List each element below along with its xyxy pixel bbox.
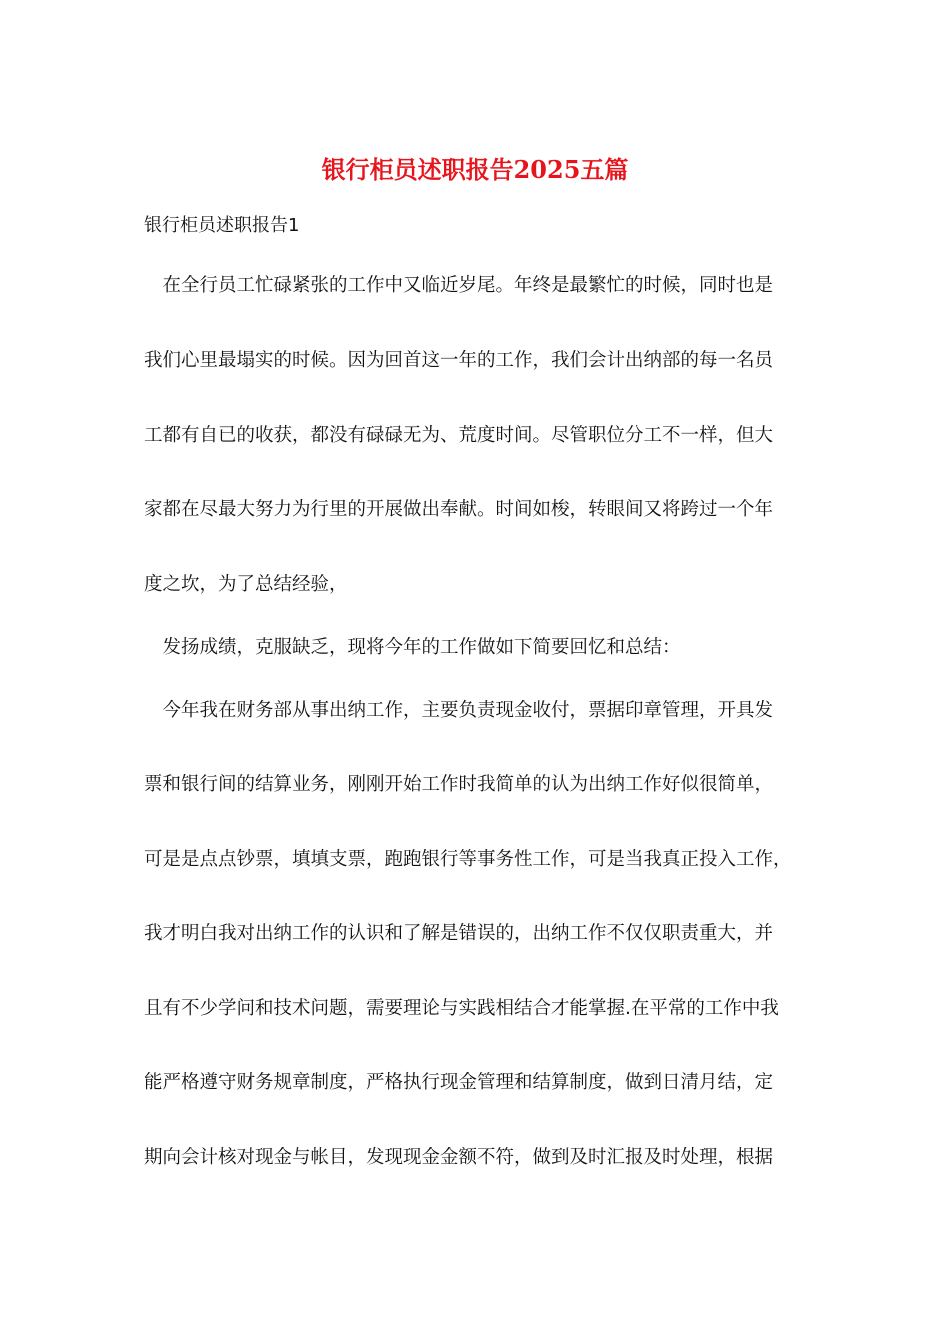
body-line-1: 在全行员工忙碌紧张的工作中又临近岁尾。年终是最繁忙的时候，同时也是: [144, 275, 774, 296]
body-line-5: 度之坎，为了总结经验，: [144, 574, 348, 595]
body-line-12: 能严格遵守财务规章制度，严格执行现金管理和结算制度，做到日清月结，定: [144, 1072, 774, 1093]
body-line-6: 发扬成绩，克服缺乏，现将今年的工作做如下简要回忆和总结：: [144, 637, 681, 658]
body-line-7: 今年我在财务部从事出纳工作，主要负责现金收付，票据印章管理，开具发: [144, 700, 774, 721]
body-line-3: 工都有自已的收获，都没有碌碌无为、荒度时间。尽管职位分工不一样，但大: [144, 425, 774, 446]
body-line-8: 票和银行间的结算业务，刚刚开始工作时我简单的认为出纳工作好似很简单，: [144, 774, 774, 795]
body-line-13: 期向会计核对现金与帐目，发现现金金额不符，做到及时汇报及时处理，根据: [144, 1147, 774, 1168]
section-heading: 银行柜员述职报告1: [144, 215, 300, 236]
body-line-9: 可是是点点钞票，填填支票，跑跑银行等事务性工作，可是当我真正投入工作，: [144, 849, 792, 870]
body-line-4: 家都在尽最大努力为行里的开展做出奉献。时间如梭，转眼间又将跨过一个年: [144, 499, 774, 520]
body-line-10: 我才明白我对出纳工作的认识和了解是错误的，出纳工作不仅仅职责重大，并: [144, 923, 774, 944]
document-title: 银行柜员述职报告2025五篇: [321, 155, 629, 184]
body-line-11: 且有不少学问和技术问题，需要理论与实践相结合才能掌握.在平常的工作中我: [144, 998, 779, 1019]
body-line-2: 我们心里最塌实的时候。因为回首这一年的工作，我们会计出纳部的每一名员: [144, 350, 774, 371]
